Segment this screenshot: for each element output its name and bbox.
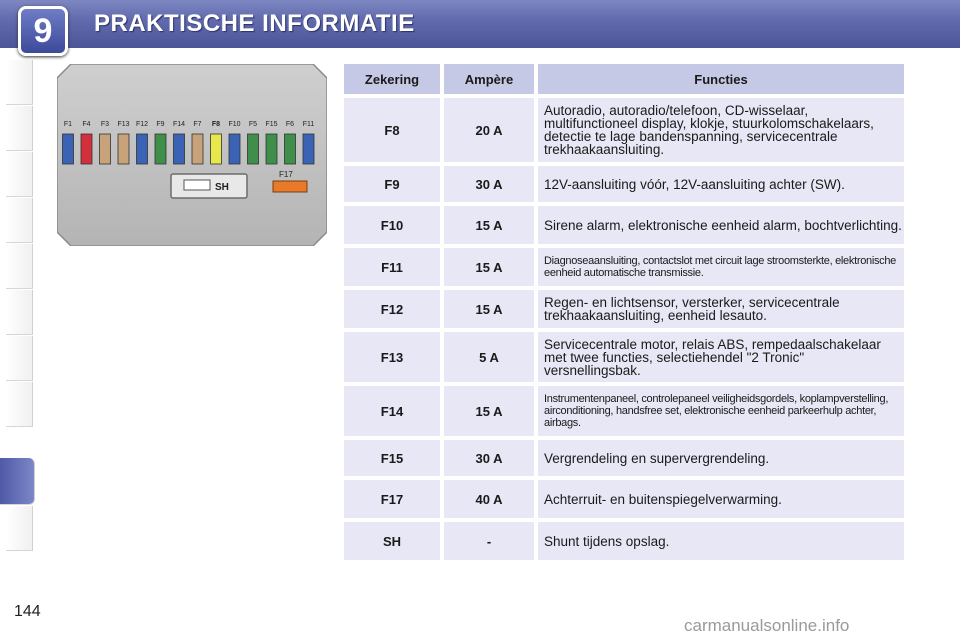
fuse-id: F12 — [344, 290, 440, 328]
fuse-amperage: 20 A — [444, 98, 534, 162]
fuse-label-f15: F15 — [265, 121, 278, 128]
table-header-row — [344, 64, 904, 94]
fuse-id: F14 — [344, 386, 440, 436]
table-row — [344, 248, 904, 286]
fuse-f7 — [192, 134, 203, 164]
fuse-id: F11 — [344, 248, 440, 286]
fuse-label-f11: F11 — [302, 121, 315, 128]
fuse-amperage: 15 A — [444, 248, 534, 286]
fuse-functions: 12V-aansluiting vóór, 12V-aansluiting achter (SW). — [538, 166, 904, 202]
fuse-label-f6: F6 — [285, 121, 295, 128]
fuse-f8 — [211, 134, 222, 164]
fuse-f6 — [285, 134, 296, 164]
fuse-label-f13: F13 — [117, 121, 130, 128]
fuse-f13 — [118, 134, 129, 164]
fuse-functions: Sirene alarm, elektronische eenheid alarm, bochtverlichting. — [538, 206, 904, 244]
fuse-amperage: 15 A — [444, 386, 534, 436]
fuse-f10 — [229, 134, 240, 164]
shunt-fuse — [184, 180, 210, 190]
fuse-f15 — [266, 134, 277, 164]
fuse-label-f9: F9 — [156, 121, 165, 128]
chapter-tab-9-active[interactable] — [0, 458, 35, 505]
fuse-id: F9 — [344, 166, 440, 202]
chapter-tab-6[interactable] — [6, 290, 33, 335]
fuse-label-f5: F5 — [248, 121, 258, 128]
chapter-tab-1[interactable] — [6, 60, 33, 105]
chapter-tab-4[interactable] — [6, 198, 33, 243]
col-header-ampere: Ampère — [444, 64, 534, 94]
chapter-tabs — [0, 60, 36, 580]
fuse-functions: Achterruit- en buitenspiegelverwarming. — [538, 480, 904, 518]
fuse-label-f14: F14 — [172, 121, 186, 128]
chapter-tab-10[interactable] — [6, 506, 33, 551]
fuse-id: F17 — [344, 480, 440, 518]
table-row — [344, 98, 904, 162]
table-row — [344, 480, 904, 518]
fuse-functions: Regen- en lichtsensor, versterker, servicecentrale trekhaakaansluiting, eenheid lesauto. — [538, 290, 904, 328]
fuse-id: SH — [344, 522, 440, 560]
fuse-f9 — [155, 134, 166, 164]
fuse-label-f7: F7 — [193, 121, 202, 128]
fuse-id: F10 — [344, 206, 440, 244]
fuse-id: F15 — [344, 440, 440, 476]
table-row — [344, 386, 904, 436]
fuse-id: F13 — [344, 332, 440, 382]
fuse-f5 — [248, 134, 259, 164]
chapter-tab-3[interactable] — [6, 152, 33, 197]
fuse-amperage: 5 A — [444, 332, 534, 382]
shunt-label: SH — [215, 182, 229, 193]
table-row — [344, 332, 904, 382]
page-title: PRAKTISCHE INFORMATIE — [94, 10, 415, 37]
chapter-tab-2[interactable] — [6, 106, 33, 151]
table-row — [344, 206, 904, 244]
fuse-label-f10: F10 — [228, 121, 241, 128]
fuse-id: F8 — [344, 98, 440, 162]
fuse-amperage: 30 A — [444, 166, 534, 202]
fuse-functions: Diagnoseaansluiting, contactslot met circuit lage stroomsterkte, elektronische eenheid automatische transmissie. — [538, 248, 904, 286]
chapter-header — [0, 0, 960, 48]
page-number: 144 — [14, 603, 41, 620]
fuse-amperage: 40 A — [444, 480, 534, 518]
table-row — [344, 440, 904, 476]
fuse-label-f3: F3 — [100, 121, 110, 128]
table-row — [344, 166, 904, 202]
fuse-f11 — [303, 134, 314, 164]
col-header-fuse: Zekering — [344, 64, 440, 94]
fuse-functions: Shunt tijdens opslag. — [538, 522, 904, 560]
f17-label: F17 — [279, 170, 293, 179]
fuse-amperage: 30 A — [444, 440, 534, 476]
chapter-tab-8[interactable] — [6, 382, 33, 427]
fuse-functions: Servicecentrale motor, relais ABS, rempedaalschakelaar met twee functies, selectiehendel "2 Tronic" versnellingsbak. — [538, 332, 904, 382]
fuse-label-f1: F1 — [63, 121, 73, 128]
fuse-label-f12: F12 — [135, 121, 149, 128]
fuse-f4 — [81, 134, 92, 164]
fuse-amperage: 15 A — [444, 290, 534, 328]
table-row — [344, 290, 904, 328]
watermark-text: carmanualsonline.info — [684, 616, 850, 635]
fuse-f12 — [137, 134, 148, 164]
fuse-f14 — [174, 134, 185, 164]
fuse-f1 — [63, 134, 74, 164]
fuse-functions: Vergrendeling en supervergrendeling. — [538, 440, 904, 476]
fuse-box-diagram — [57, 64, 327, 246]
fuse-amperage: - — [444, 522, 534, 560]
chapter-tab-5[interactable] — [6, 244, 33, 289]
fuse-label-f8: F8 — [211, 121, 221, 128]
fuse-amperage: 15 A — [444, 206, 534, 244]
fuse-label-f4: F4 — [82, 121, 91, 128]
f17-fuse — [273, 181, 307, 192]
fuse-f3 — [100, 134, 111, 164]
chapter-number-badge: 9 — [18, 6, 68, 56]
chapter-tab-7[interactable] — [6, 336, 33, 381]
table-row — [344, 522, 904, 560]
col-header-functions: Functies — [538, 64, 904, 94]
fuse-functions: Autoradio, autoradio/telefoon, CD-wisselaar, multifunctioneel display, klokje, stuurkolomschakelaars, detectie te lage bandenspanning, servicecentrale trekhaakaansluiting. — [538, 98, 904, 162]
fuse-functions: Instrumentenpaneel, controlepaneel veiligheidsgordels, koplampverstelling, airconditioning, handsfree set, elektronische eenheid parkeerhulp achter, airbags. — [538, 386, 904, 436]
